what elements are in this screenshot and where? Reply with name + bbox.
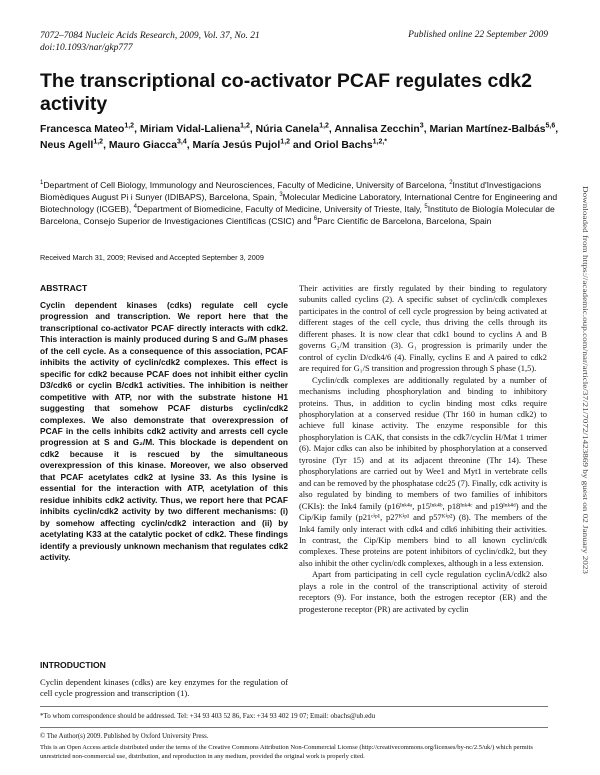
author-affiliation-marker: 1,2 — [93, 138, 104, 146]
journal-citation — [40, 30, 260, 54]
author-affiliation-marker: 1,2,* — [372, 138, 388, 146]
author-name: Miriam Vidal-Laliena — [139, 124, 241, 135]
author-separator: and — [290, 139, 315, 151]
author-affiliation-marker: 1,2 — [124, 122, 135, 130]
body-paragraph: Apart from participating in cell cycle regulation cyclinA/cdk2 also plays a role in the control of the transcriptional activity of steroid receptors (9). For instance, both the estrogen receptor (ER) and the progesterone receptor (PR) are activated by cyclin — [299, 569, 547, 614]
license-text: This is an Open Access article distributed under the terms of the Creative Commons Attribution Non-Commercial License (http://creativecommons.org/licenses/by-nc/2.5/uk/) which permits unrestricted non-commercial use, distribution, and reproduction in any medium, provided the original work is properly cited. — [40, 744, 533, 760]
author-name: Núria Canela — [255, 124, 320, 135]
author-affiliation-marker: 3,4 — [177, 138, 187, 146]
introduction-heading: INTRODUCTION — [40, 660, 106, 670]
author-affiliation-marker: 3 — [419, 122, 424, 130]
author-name: Marian Martínez-Balbás — [429, 124, 546, 135]
doi[interactable]: doi:10.1093/nar/gkp777 — [40, 43, 133, 53]
article-title: The transcriptional co-activator PCAF regulates cdk2 activity — [40, 70, 532, 115]
abstract-heading: ABSTRACT — [40, 283, 88, 293]
download-watermark-text: Downloaded from https://academic.oup.com/nar/article/37/21/7072/1423869 by guest on 02 January 2023 — [581, 186, 590, 509]
affiliation-marker: 2 — [449, 180, 453, 187]
author-name: Oriol Bachs — [314, 139, 373, 151]
author-separator: , — [249, 124, 256, 135]
affiliation-marker: 5 — [424, 204, 428, 211]
author-name: Neus Agell — [40, 139, 94, 151]
affiliations — [40, 179, 560, 227]
publication-date: Published online 22 September 2009 — [408, 30, 548, 40]
affiliation-marker: 1 — [40, 180, 44, 187]
affiliation-text: Institut d'Investigacions Biomèdiques August Pi i Sunyer (IDIBAPS), Barcelona, Spain, — [40, 180, 542, 202]
license-divider — [40, 727, 548, 728]
download-watermark — [574, 186, 588, 576]
footnote-divider — [40, 706, 548, 707]
author-name: María Jesús Pujol — [192, 139, 281, 151]
body-paragraph: Their activities are firstly regulated by their binding to regulatory subunits called cyclins (2). A specific subset of cyclin/cdk complexes participates in the control of cell cycle progression by being activated at different stages of the cell cycle, thus driving the cells through its different phases. It is now clear that cdk1 bound to cyclins A and B governs G₂/M transition (3). G₁ progression is primarily under the control of cyclin D/cdk4/6 (4). Finally, cyclins E and A paired to cdk2 are required for G₁/S transition and progression through S phase (1,5). — [299, 283, 547, 374]
author-affiliation-marker: 5,6 — [545, 122, 556, 130]
abstract-text: Cyclin dependent kinases (cdks) regulate cell cycle progression and transcription. We report here that the transcriptional co-activator PCAF directly interacts with cdk2. This interaction is mainly produced during S and G₂/M phases of the cell cycle. As a consequence of this association, PCAF inhibits the activity of cyclin/cdk2 complexes. This effect is specific for cdk2 because PCAF does not inhibit either cyclin D3/cdk6 or cyclin B/cdk1 activities. The inhibition is neither competitive with ATP, nor with the substrate histone H1 suggesting that somehow PCAF disturbs cyclin/cdk2 complexes. We also demonstrate that overexpression of PCAF in the cells inhibits cdk2 activity and arrests cell cycle progression at S and G₂/M. This blockade is dependent on cdk2 because it is rescued by the simultaneous overexpression of this kinase. Moreover, we also observed that PCAF acetylates cdk2 at lysine 33. As this lysine is essential for the interaction with ATP, acetylation of this residue inhibits cdk2 activity. Thus, we report here that PCAF inhibits cyclin/cdk2 activity by two different mechanisms: (i) by somehow affecting cyclin/cdk2 interaction and (ii) by acetylating K33 at the catalytic pocket of cdk2. These findings identify a previously unknown mechanism that regulates cdk2 activity. — [40, 300, 288, 562]
author-separator: , — [186, 139, 193, 151]
author-affiliation-marker: 1,2 — [319, 122, 329, 130]
author-name: Francesca Mateo — [40, 124, 125, 135]
journal-pages: 7072–7084 Nucleic Acids Research, 2009, Vol. 37, No. 21 — [40, 31, 260, 41]
body-paragraph: Cyclin/cdk complexes are additionally regulated by a number of mechanisms including phosphorylation and binding to inhibitory proteins. Thus, in addition to cyclin binding most cdks require phosphorylation at a conserved residue (Thr 160 in human cdk2) to achieve full kinase activity. The enzyme responsible for this phosphorylation is CAK, that consists in the cdk7/cyclin H/Mat 1 trimer (6). Major cdks can also be inhibited by phosphorylation at a conserved tyrosine (Tyr 15) and at its adjacent threonine (Thr 14). These phosphorylations are carried out by Wee1 and Myt1 in vertebrate cells and can be removed by the phosphatase cdc25 (7). Finally, cdk activity is also regulated by binding to members of two families of inhibitors (CKIs): the Ink4 family (p16ᴵⁿᵏ⁴ᵃ, p15ᴵⁿᵏ⁴ᵇ, p18ᴵⁿᵏ⁴ᶜ and p19ᴵⁿᵏ⁴ᵈ) and the Cip/Kip family (p21ᶜⁱᵖ¹, p27ᴷⁱᵖ¹ and p57ᴷⁱᵖ²) (8). The members of the Ink4 family only interact with cdk4 and cdk6 inhibiting their activities. In contrast, the Cip/Kip members bind to all known cyclin/cdk complexes. These proteins are potent inhibitors of cyclin/cdk2, but they also inhibit the other cyclin/cdk complexes, although in a less extension. — [299, 374, 547, 568]
copyright-notice: © The Author(s) 2009. Published by Oxford University Press. — [40, 733, 209, 740]
author-separator: , — [555, 124, 559, 135]
author-affiliation-marker: 1,2 — [280, 138, 291, 146]
author-separator: , — [328, 124, 335, 135]
received-dates: Received March 31, 2009; Revised and Accepted September 3, 2009 — [40, 253, 264, 262]
author-name: Annalisa Zecchin — [334, 124, 420, 135]
abstract — [40, 283, 288, 563]
affiliation-marker: 6 — [313, 216, 318, 223]
affiliation-text: Parc Científic de Barcelona, Barcelona, Spain — [317, 216, 492, 226]
affiliation-marker: 4 — [133, 204, 137, 211]
affiliation-text: Department of Biomedicine, Faculty of Medicine, University of Trieste, Italy, — [136, 204, 425, 214]
affiliation-text: Instituto de Biología Molecular de Barcelona, Consejo Superior de Investigaciones Científicas (CSIC) and — [40, 204, 555, 226]
author-separator: , — [134, 124, 140, 135]
affiliation-marker: 3 — [279, 192, 283, 199]
introduction-text: Cyclin dependent kinases (cdks) are key enzymes for the regulation of cell cycle progression and transcription (1). — [40, 677, 288, 699]
author-name: Mauro Giacca — [108, 139, 177, 151]
author-separator: , — [103, 139, 109, 151]
affiliation-text: Molecular Medicine Laboratory, International Centre for Engineering and Biotechnology (ICGEB), — [40, 192, 558, 214]
body-column-right — [299, 283, 547, 615]
author-affiliation-marker: 1,2 — [240, 122, 250, 130]
correspondence-footnote: *To whom correspondence should be addressed. Tel: +34 93 403 52 86, Fax: +34 93 402 19 07; Email: obachs@ub.edu — [40, 712, 376, 720]
author-separator: , — [423, 124, 430, 135]
affiliation-text: Department of Cell Biology, Immunology and Neurosciences, Faculty of Medicine, University of Barcelona, — [43, 180, 450, 190]
author-list — [40, 122, 560, 153]
